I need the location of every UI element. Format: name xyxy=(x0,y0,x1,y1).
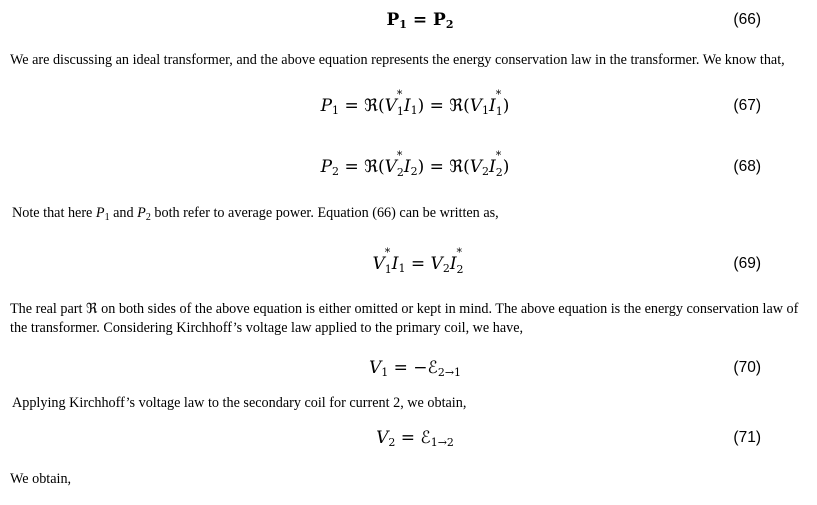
paragraph-3-text-a: The real part xyxy=(10,301,87,317)
equation-70 xyxy=(0,356,817,384)
paragraph-5: We obtain, xyxy=(10,471,72,487)
paragraph-1: We are discussing an ideal transformer, and the above equation represents the energy conservation law in the transformer. We know that, xyxy=(10,52,785,68)
equation-71 xyxy=(0,426,817,454)
equation-68 xyxy=(0,149,817,183)
equation-70-number: (70) xyxy=(733,359,761,376)
equation-67-number: (67) xyxy=(733,97,761,114)
equation-68-math: $P_2$ = ℜ(V * $_2I_2$) = $ℜ(V_2I$ * $_2$) xyxy=(320,149,510,179)
equation-67-math: $P_1$ = ℜ(V * $_1I_1$) = $ℜ(V_1I$ * $_1$) xyxy=(320,88,510,118)
real-part-symbol: ℜ xyxy=(86,301,98,317)
paragraph-3-text-b: on both sides of the above equation is either omitted or kept in mind. The above equation is the energy conservation law of the transformer. Considering Kirchhoff’s voltage law applied to the primary coil, we have, xyxy=(10,301,799,336)
equation-71-math: $V_2$ = ℰ$_{1\to 2}$ xyxy=(376,428,454,449)
paragraph-2-text-b: and xyxy=(109,205,138,221)
equation-69-math: V * $_1I_1 = V_2I$ * $_2$ xyxy=(372,246,464,276)
equation-66-math: $P_1 = P_2$ xyxy=(386,10,454,31)
paragraph-3 xyxy=(10,300,805,338)
equation-68-number: (68) xyxy=(733,158,761,175)
equation-69-number: (69) xyxy=(733,255,761,272)
equation-69 xyxy=(0,246,817,280)
paragraph-2-text-c: both refer to average power. Equation (66) can be written as, xyxy=(150,205,499,221)
equation-66-number: (66) xyxy=(733,11,761,28)
paragraph-2: Note that here $P_1$ and $P_2$ both refer to average power. Equation (66) can be written as, xyxy=(12,205,499,223)
equation-71-number: (71) xyxy=(733,429,761,446)
paragraph-2-text-a: Note that here xyxy=(12,205,96,221)
paragraph-4: Applying Kirchhoff’s voltage law to the secondary coil for current 2, we obtain, xyxy=(12,395,467,411)
equation-70-math: $V_1$ = −ℰ$_{2\to 1}$ xyxy=(368,358,462,379)
equation-66 xyxy=(0,8,817,36)
equation-67 xyxy=(0,88,817,122)
